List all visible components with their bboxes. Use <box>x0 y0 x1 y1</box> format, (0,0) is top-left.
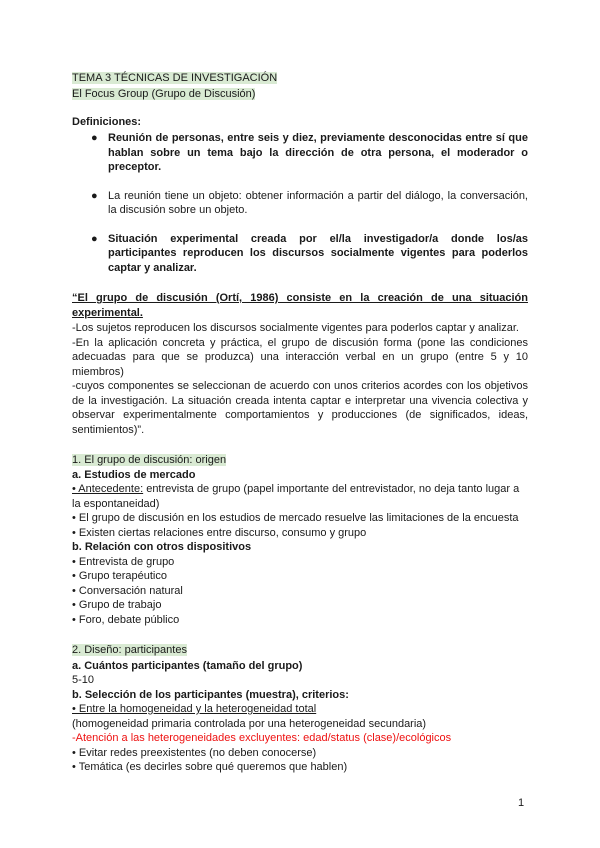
list-item: • Temática (es decirles sobre qué queremos que hablen) <box>72 761 348 773</box>
bullet-icon: ● <box>91 232 98 245</box>
section-origin <box>72 453 528 627</box>
page-number: 1 <box>518 797 525 809</box>
section-heading: 2. Diseño: participantes <box>72 644 187 656</box>
quote-line: -cuyos componentes se seleccionan de acuerdo con unos criterios acordes con los objetivos de la investigación. La situación creada intenta captar e interpretar una vivencia colectiva y observar experimentalmente comportamientos y producciones (de significados, ideas, sentimientos)”. <box>72 380 528 436</box>
quote-line: -En la aplicación concreta y práctica, el grupo de discusión forma (pone las condiciones adecuadas para que se produzca) una interacción verbal en un grupo (entre 5 y 10 miembros) <box>72 336 528 378</box>
warning-note: -Atención a las heterogeneidades excluyentes: edad/status (clase)/ecológicos <box>72 732 452 744</box>
document-header <box>72 71 528 102</box>
section-heading: 1. El grupo de discusión: origen <box>72 454 227 466</box>
participant-count: 5-10 <box>72 674 95 686</box>
definitions-section <box>72 115 528 275</box>
subsection-title: a. Estudios de mercado <box>72 468 196 481</box>
quote-line: -Los sujetos reproducen los discursos socialmente vigentes para poderlos captar y analizar. <box>72 322 519 334</box>
quote-section <box>72 291 528 437</box>
list-item: • Grupo terapéutico <box>72 570 167 582</box>
definition-item: ● Situación experimental creada por el/la investigador/a donde los/as participantes reproducen los discursos socialmente vigentes para poderlos captar y analizar. <box>91 232 528 274</box>
section-design <box>72 643 528 775</box>
document-title: TEMA 3 TÉCNICAS DE INVESTIGACIÓN <box>72 72 278 84</box>
antecedente-item: • Antecedente: entrevista de grupo (papel importante del entrevistador, no deja tanto lugar a la espontaneidad) <box>72 483 520 510</box>
note: (homogeneidad primaria controlada por una heterogeneidad secundaria) <box>72 717 427 730</box>
bullet-icon: ● <box>91 189 98 202</box>
list-item: • Evitar redes preexistentes (no deben conocerse) <box>72 746 317 759</box>
list-item: • Entrevista de grupo <box>72 555 175 568</box>
definitions-heading: Definiciones: <box>72 116 142 128</box>
list-item: • El grupo de discusión en los estudios de mercado resuelve las limitaciones de la encuesta <box>72 512 519 524</box>
bullet-icon: ● <box>91 132 98 144</box>
list-item: • Conversación natural <box>72 584 183 597</box>
subsection-title: b. Selección de los participantes (muestra), criterios: <box>72 688 349 701</box>
list-item: • Existen ciertas relaciones entre discurso, consumo y grupo <box>72 526 367 539</box>
quote-heading: “El grupo de discusión (Ortí, 1986) consiste en la creación de una situación experimental. <box>72 292 528 319</box>
definition-item: ● La reunión tiene un objeto: obtener información a partir del diálogo, la conversación, la discusión sobre un objeto. <box>91 189 528 216</box>
subsection-title: b. Relación con otros dispositivos <box>72 541 252 553</box>
list-item: • Foro, debate público <box>72 613 180 626</box>
list-item: • Entre la homogeneidad y la heterogeneidad total <box>72 703 317 715</box>
definitions-list <box>88 131 528 275</box>
subsection-title: a. Cuántos participantes (tamaño del grupo) <box>72 659 303 672</box>
document-subtitle: El Focus Group (Grupo de Discusión) <box>72 88 256 100</box>
definition-item: ● Reunión de personas, entre seis y diez, previamente desconocidas entre sí que hablan sobre un tema bajo la dirección de otra persona, el moderador o preceptor. <box>91 132 528 173</box>
list-item: • Grupo de trabajo <box>72 599 162 611</box>
